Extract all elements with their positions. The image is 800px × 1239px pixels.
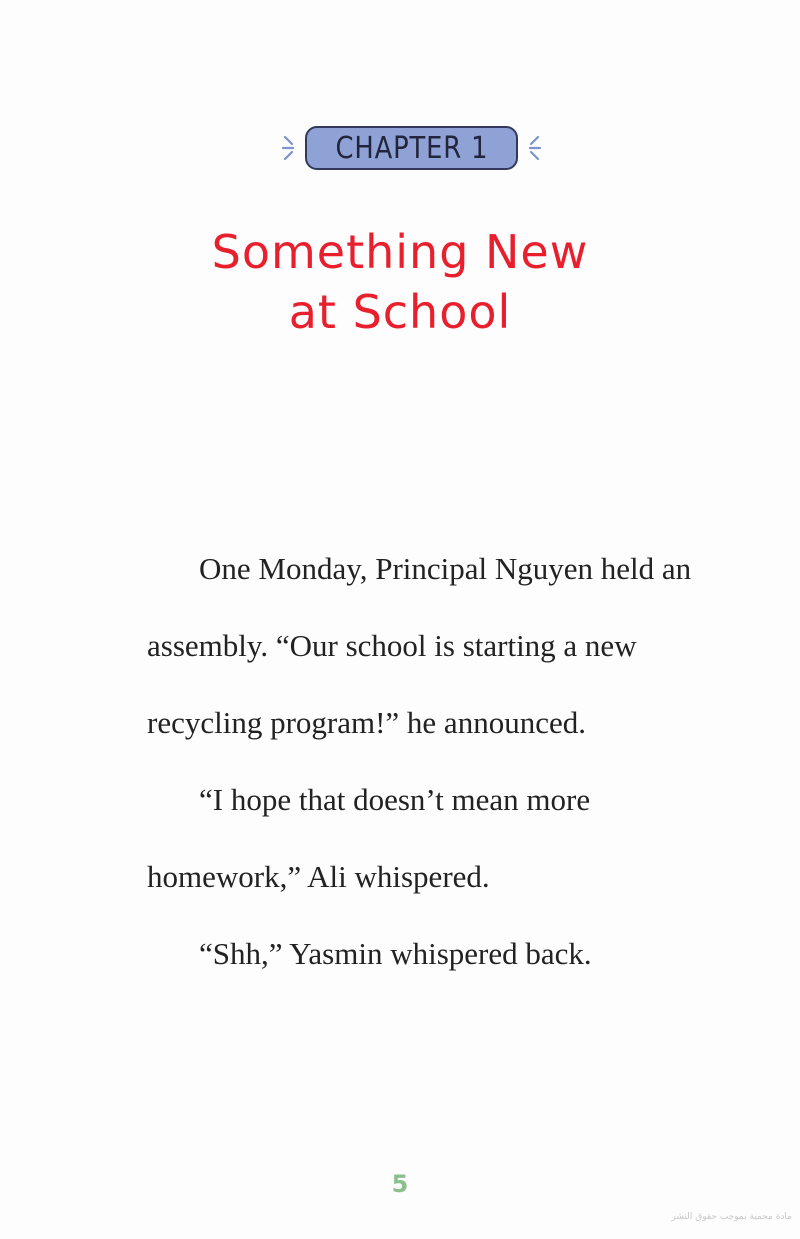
paragraph-3: “Shh,” Yasmin whispered back.: [199, 936, 592, 971]
chapter-badge: [281, 124, 542, 172]
paragraph-2: “I hope that doesn’t mean more homework,” Ali whispered.: [147, 782, 591, 894]
chapter-title-line-2: at School: [288, 285, 512, 339]
chapter-pill: [305, 126, 518, 170]
sparkle-left-icon: [281, 134, 305, 162]
chapter-label: CHAPTER 1: [335, 130, 488, 166]
chapter-title: [0, 222, 800, 342]
story-text: [147, 530, 707, 992]
chapter-title-line-1: Something New: [211, 225, 589, 279]
page-number: 5: [391, 1170, 409, 1198]
paragraph-1: One Monday, Principal Nguyen held an assembly. “Our school is starting a new recycling program!” he announced.: [147, 551, 692, 740]
sparkle-right-icon: [518, 134, 542, 162]
copyright-watermark: مادة محمية بموجب حقوق النشر: [671, 1212, 792, 1222]
